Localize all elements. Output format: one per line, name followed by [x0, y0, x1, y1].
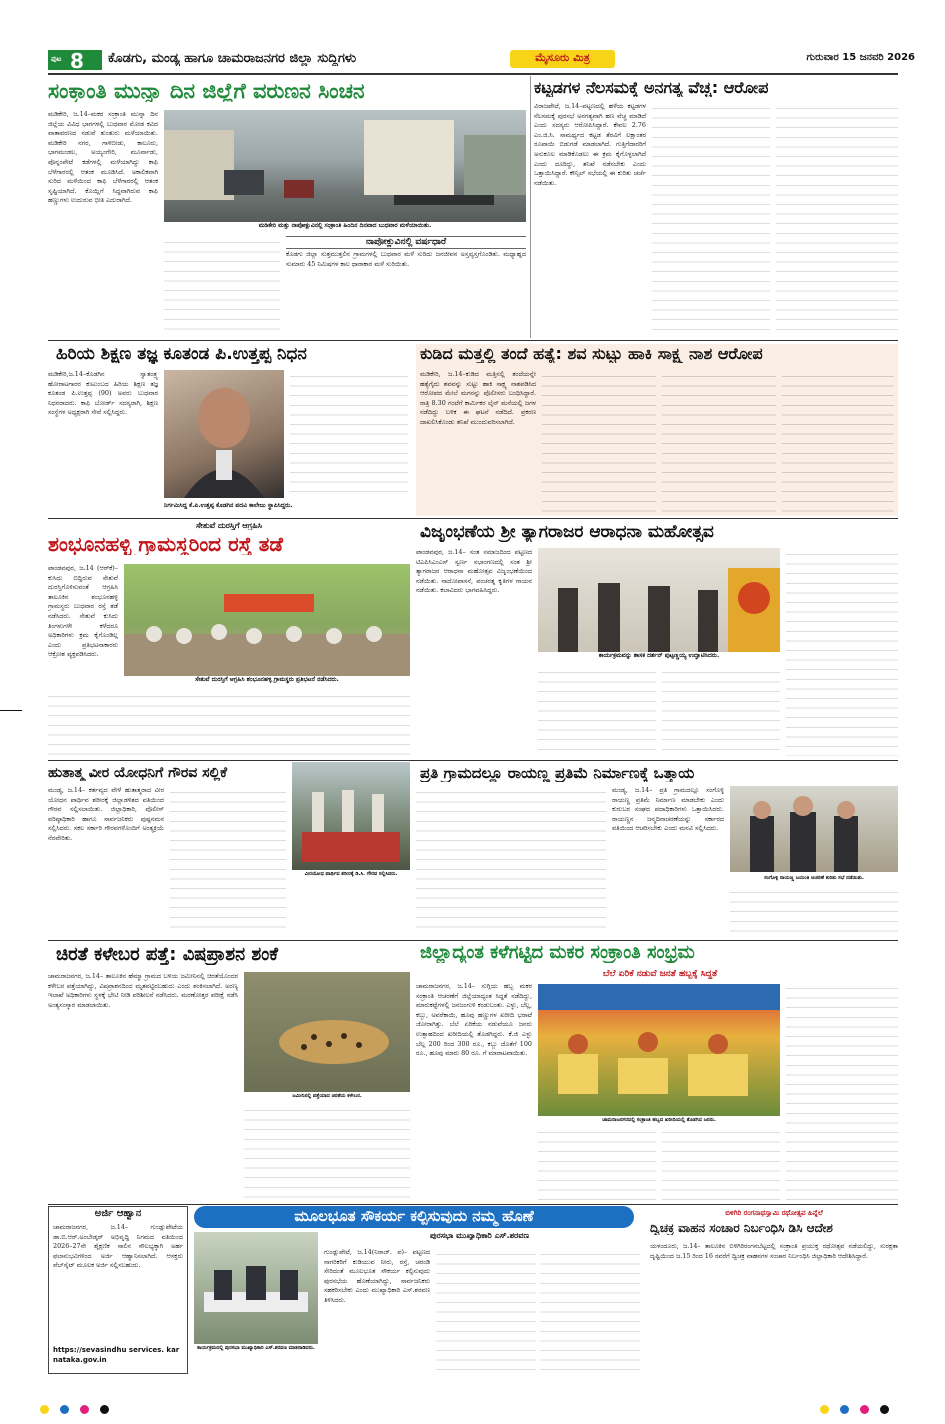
- article-leopard: [48, 942, 410, 1202]
- article-body-col2: [436, 1248, 536, 1372]
- row-rule: [48, 940, 898, 941]
- photo-caption: ಕಾರ್ಯಕ್ರಮದಲ್ಲಿ ಪುರಸಭಾ ಮುಖ್ಯಾಧಿಕಾರಿ ಎಸ್.ಶರವಣ ಮಾತನಾಡಿದರು.: [194, 1344, 318, 1352]
- article-vehicle-ban: [650, 1206, 898, 1374]
- byline: ಪುರಸಭಾ ಮುಖ್ಯಾಧಿಕಾರಿ ಎಸ್.ಶರವಣ: [430, 1232, 530, 1240]
- cmyk-dot: [80, 1405, 89, 1414]
- article-body-col3: [776, 102, 898, 336]
- row-rule: [48, 340, 898, 341]
- article-body-cont: [244, 1104, 410, 1200]
- article-title: ಚಿರತೆ ಕಳೇಬರ ಪತ್ತೆ: ವಿಷಪ್ರಾಶನ ಶಂಕೆ: [56, 946, 279, 965]
- masthead-logo: ಮೈಸೂರು ಮಿತ್ರ: [510, 50, 615, 68]
- article-soldier: [48, 762, 410, 938]
- article-body-col2: [538, 1126, 656, 1200]
- meeting-photo: [730, 786, 898, 872]
- photo-caption: ಸಂಗೊಳ್ಳಿ ರಾಯಣ್ಣ ಜಯಂತಿ ಆಚರಣೆ ಕುರಿತು ಸಭೆ ನಡೆಯಿತು.: [730, 874, 898, 882]
- article-application: [48, 1206, 188, 1374]
- article-body-col4: [782, 370, 894, 514]
- portrait-photo: [164, 370, 284, 498]
- photo-caption: ಸೇತುವೆ ದುರಸ್ತಿಗೆ ಆಗ್ರಹಿಸಿ ಶಂಭೂನಹಳ್ಳಿ ಗ್ರಾಮಸ್ಥರು ಪ್ರತಿಭಟನೆ ನಡೆಸಿದರು.: [124, 676, 410, 684]
- article-body-col2: [652, 102, 770, 336]
- article-body: ಮಂಡ್ಯ, ಜ.14– ಕರ್ತವ್ಯದ ವೇಳೆ ಹುತಾತ್ಮರಾದ ವೀರ ಯೋಧನ ಪಾರ್ಥಿವ ಶರೀರಕ್ಕೆ ಜಿಲ್ಲಾಡಳಿತದ ವತಿಯಿಂದ ಗೌರವ ಸಲ್ಲಿಸಲಾಯಿತು. ಜಿಲ್ಲಾಧಿಕಾರಿ, ಪೊಲೀಸ್ ವರಿಷ್ಠಾಧಿಕಾರಿ ಹಾಗೂ ಸಾರ್ವಜನಿಕರು ಪುಷ್ಪನಮನ ಸಲ್ಲಿಸಿದರು. ಸಕಲ ಸರ್ಕಾರಿ ಗೌರವಗಳೊಂದಿಗೆ ಅಂತ್ಯಕ್ರಿಯೆ ನೆರವೇರಿತು.: [48, 786, 164, 842]
- page-number: 8: [70, 49, 84, 73]
- article-title: ಕಟ್ಟಡಗಳ ನೆಲಸಮಕ್ಕೆ ಅನಗತ್ಯ ವೆಚ್ಚ: ಆರೋಪ: [534, 80, 769, 97]
- article-body-col2: [170, 786, 286, 936]
- article-body: ಚಾಮರಾಜನಗರ, ಜ.14– ತಾಲೂಕಿನ ಹೆಮ್ಮಾ ಗ್ರಾಮದ ಬಳಿಯ ಜಮೀನಿನಲ್ಲಿ ಚಿರತೆಯೊಂದರ ಕಳೇಬರ ಪತ್ತೆಯಾಗಿದ್ದು, ವಿಷಪ್ರಾಶನದಿಂದ ಮೃತಪಟ್ಟಿರಬಹುದು ಎಂದು ಶಂಕಿಸಲಾಗಿದೆ. ಅರಣ್ಯ ಇಲಾಖೆ ಅಧಿಕಾರಿಗಳು ಸ್ಥಳಕ್ಕೆ ಭೇಟಿ ನೀಡಿ ಪರಿಶೀಲನೆ ನಡೆಸಿದರು. ಮರಣೋತ್ತರ ಪರೀಕ್ಷೆ ನಡೆಸಿ ಅಂತ್ಯಸಂಸ್ಕಾರ ಮಾಡಲಾಯಿತು.: [48, 972, 238, 1009]
- sub-body: ಕೊಡಗು ಜಿಲ್ಲಾ ಸುತ್ತಮುತ್ತಲಿನ ಗ್ರಾಮಗಳಲ್ಲಿ ಬುಧವಾರ ಮಳೆ ಸುರಿದು ಜನಜೀವನ ಅಸ್ತವ್ಯಸ್ತಗೊಂಡಿತು. ಮಧ್ಯಾಹ್ನದ ಸುಮಾರು 45 ನಿಮಿಷಗಳ ಕಾಲ ಧಾರಾಕಾರ ಮಳೆ ಸುರಿಯಿತು.: [286, 250, 526, 268]
- protest-graphic: [124, 564, 410, 684]
- article-title: ದ್ವಿಚಕ್ರ ವಾಹನ ಸಂಚಾರ ನಿರ್ಬಂಧಿಸಿ ಡಿಸಿ ಆದೇಶ: [650, 1222, 833, 1235]
- market-graphic: [538, 984, 780, 1116]
- crop-mark: [0, 710, 22, 711]
- article-road-block: [48, 520, 410, 758]
- photo-caption: ನಿರ್ಗಮಿಸಿದ್ದ ಕೆ.ಪಿ.ಉತ್ತಪ್ಪ ಕೊಡಗಿನ ಪದವಿ ಕಾಲೇಜು ಸ್ಥಾಪಿಸಿದ್ದರು.: [164, 502, 408, 510]
- header-date: ಗುರುವಾರ 15 ಜನವರಿ 2026: [806, 53, 915, 63]
- article-title: ಸಂಕ್ರಾಂತಿ ಮುನ್ನಾ ದಿನ ಜಿಲ್ಲೆಗೆ ವರುಣನ ಸಿಂಚನ: [48, 80, 365, 103]
- page-label: ಪುಟ: [51, 55, 62, 63]
- cmyk-dot: [840, 1405, 849, 1414]
- article-body-col3: [662, 666, 780, 756]
- article-body-cont: [290, 370, 408, 498]
- article-murder: [416, 344, 898, 516]
- article-title: ಹಿರಿಯ ಶಿಕ್ಷಣ ತಜ್ಞ ಕೂತಂಡ ಪಿ.ಉತ್ತಪ್ಪ ನಿಧನ: [56, 346, 307, 364]
- meeting-graphic: [730, 786, 898, 872]
- article-sankranti: [416, 942, 898, 1202]
- article-body: ವಿರಾಜಪೇಟೆ, ಜ.14–ಪಟ್ಟಣದಲ್ಲಿ ಹಳೆಯ ಕಟ್ಟಡಗಳ ನೆಲಸಮಕ್ಕೆ ಪುರಸಭೆ ಅನಗತ್ಯವಾಗಿ ಹಣ ವೆಚ್ಚ ಮಾಡಿದೆ ಎಂದು ಸದಸ್ಯರು ಆರೋಪಿಸಿದ್ದಾರೆ. ಕೇವಲ 2.76 ಎಂ.ಜಿ.ಸಿ. ಸಾಮರ್ಥ್ಯದ ಕಟ್ಟಡ ತೆರವಿಗೆ ಲಕ್ಷಾಂತರ ರೂಪಾಯಿ ಬಿಡುಗಡೆ ಮಾಡಲಾಗಿದೆ. ಗುತ್ತಿಗೆದಾರರಿಗೆ ಅನುಕೂಲ ಮಾಡಿಕೊಡಲು ಈ ಕ್ರಮ ಕೈಗೊಳ್ಳಲಾಗಿದೆ ಎಂದು ದೂರಿದ್ದು, ತನಿಖೆ ನಡೆಸಬೇಕು ಎಂದು ಒತ್ತಾಯಿಸಿದ್ದಾರೆ. ಕೌನ್ಸಿಲ್ ಸಭೆಯಲ್ಲಿ ಈ ಕುರಿತು ಚರ್ಚೆ ನಡೆಯಿತು.: [534, 102, 646, 187]
- article-title: ಮೂಲಭೂತ ಸೌಕರ್ಯ ಕಲ್ಪಿಸುವುದು ನಮ್ಮ ಹೊಣೆ: [194, 1206, 634, 1228]
- header-rule: [48, 73, 898, 75]
- row-rule: [48, 760, 898, 761]
- cmyk-dot: [860, 1405, 869, 1414]
- article-title: ಶಂಭೂನಹಳ್ಳಿ ಗ್ರಾಮಸ್ಥರಿಂದ ರಸ್ತೆ ತಡೆ: [48, 534, 283, 555]
- row-rule: [48, 518, 898, 519]
- rain-photo: [164, 110, 526, 230]
- article-amenities: [194, 1206, 644, 1374]
- article-body: ಚಾಮರಾಜನಗರ, ಜ.14– ಸುಗ್ಗಿಯ ಹಬ್ಬ ಮಕರ ಸಂಕ್ರಾಂತಿ ಆಚರಣೆಗೆ ಜಿಲ್ಲೆಯಾದ್ಯಂತ ಸಿದ್ಧತೆ ನಡೆದಿದ್ದು, ಮಾರುಕಟ್ಟೆಗಳಲ್ಲಿ ಜನಜಂಗುಳಿ ಕಂಡುಬಂತು. ಎಳ್ಳು, ಬೆಲ್ಲ, ಕಬ್ಬು, ಅವರೆಕಾಯಿ, ಹೂವು ಹಣ್ಣುಗಳ ಖರೀದಿ ಭರಾಟೆ ಜೋರಾಗಿತ್ತು. ಬೆಲೆ ಏರಿಕೆಯ ನಡುವೆಯೂ ಜನರು ಉತ್ಸಾಹದಿಂದ ಖರೀದಿಯಲ್ಲಿ ತೊಡಗಿದ್ದರು. ಕೆ.ಜಿ ಎಳ್ಳು ಬೆಲ್ಲ 200 ರಿಂದ 300 ರೂ., ಕಬ್ಬು ಜೊತೆಗೆ 100 ರೂ., ಹೂವು ಮಾರು 80 ರೂ. ಗೆ ಮಾರಾಟವಾಯಿತು.: [416, 982, 532, 1058]
- article-body-col3: [730, 886, 898, 936]
- article-body-cont: [48, 690, 410, 756]
- photo-caption: ಮಡಿಕೇರಿ ಮತ್ತು ನಾಪೋಕ್ಲುವಿನಲ್ಲಿ ಸಂಕ್ರಾಂತಿ ಹಿಂದಿನ ದಿನವಾದ ಬುಧವಾರ ಮಳೆಯಾಯಿತು.: [164, 222, 526, 230]
- cmyk-dot: [880, 1405, 889, 1414]
- article-title: ಹುತಾತ್ಮ ವೀರ ಯೋಧನಿಗೆ ಗೌರವ ಸಲ್ಲಿಕೆ: [48, 766, 228, 781]
- kicker: ಬೆಲೆ ಏರಿಕೆ ನಡುವೆ ಜನತೆ ಹಬ್ಬಕ್ಕೆ ಸಿದ್ಧತೆ: [602, 970, 718, 979]
- photo-caption: ವೀರಯೋಧ ಪಾರ್ಥಿವ ಶರೀರಕ್ಕೆ ಡಿ.ಸಿ. ಗೌರವ ಸಲ್ಲಿಸಿದರು.: [292, 870, 410, 878]
- portrait-graphic: [164, 370, 284, 498]
- leopard-photo: [244, 972, 410, 1092]
- article-title: ಕುಡಿದ ಮತ್ತಲ್ಲಿ ತಂದೆ ಹತ್ಯೆ: ಶವ ಸುಟ್ಟು ಹಾಕಿ ಸಾಕ್ಷ್ಯ ನಾಶ ಆರೋಪ: [420, 346, 763, 363]
- article-body-col2: [538, 666, 656, 756]
- article-body: ಮಂಡ್ಯ, ಜ.14– ಪ್ರತಿ ಗ್ರಾಮದಲ್ಲೂ ಸಂಗೊಳ್ಳಿ ರಾಯಣ್ಣ ಪ್ರತಿಮೆ ನಿರ್ಮಾಣ ಮಾಡಬೇಕು ಎಂದು ಕುರುಬರ ಸಂಘದ ಪದಾಧಿಕಾರಿಗಳು ಒತ್ತಾಯಿಸಿದರು. ರಾಯಣ್ಣನ ಜನ್ಮದಿನಾಚರಣೆಯನ್ನು ಸರ್ಕಾರದ ವತಿಯಿಂದ ಆಚರಿಸಬೇಕು ಎಂದು ಮನವಿ ಸಲ್ಲಿಸಿದರು.: [612, 786, 724, 833]
- article-body-col3: [662, 1126, 780, 1200]
- article-title: ಅರ್ಜಿ ಆಹ್ವಾನ: [94, 1209, 142, 1219]
- article-body: ಮಡಿಕೇರಿ, ಜ.14–ಕುಡಿದ ಮತ್ತಿನಲ್ಲಿ ತಂದೆಯನ್ನೇ ಹತ್ಯೆಗೈದು ಶವವನ್ನು ಸುಟ್ಟು ಹಾಕಿ ಸಾಕ್ಷ್ಯ ನಾಶಪಡಿಸಿದ ಆರೋಪದ ಮೇಲೆ ಮಗನನ್ನು ಪೊಲೀಸರು ಬಂಧಿಸಿದ್ದಾರೆ. ರಾತ್ರಿ 8.30 ಗಂಟೆಗೆ ಕಾರ್ಮಿಕರ ಲೈನ್ ಮನೆಯಲ್ಲಿ ಜಗಳ ನಡೆದಿದ್ದು ಬಳಿಕ ಈ ಘಟನೆ ನಡೆದಿದೆ. ಪ್ರಕರಣ ದಾಖಲಿಸಿಕೊಂಡು ತನಿಖೆ ಮುಂದುವರಿಸಲಾಗಿದೆ.: [420, 370, 536, 426]
- page-number-box: [48, 49, 102, 73]
- rain-street-graphic: [164, 110, 526, 230]
- article-rayanna: [416, 762, 898, 938]
- leopard-graphic: [244, 972, 410, 1092]
- article-demolition: [534, 76, 898, 338]
- protest-photo: [124, 564, 410, 684]
- article-body-cont: [164, 236, 280, 334]
- article-body: ಗುಂಡ್ಲುಪೇಟೆ, ಜ.14(ನಿರಾಜ್. ಪ)– ಪಟ್ಟಣದ ನಾಗರಿಕರಿಗೆ ಕುಡಿಯುವ ನೀರು, ರಸ್ತೆ, ಚರಂಡಿ ಸೇರಿದಂತೆ ಮೂಲಭೂತ ಸೌಕರ್ಯ ಕಲ್ಪಿಸುವುದು ಪುರಸಭೆಯ ಹೊಣೆಯಾಗಿದ್ದು, ಸಾರ್ವಜನಿಕರು ಸಹಕರಿಸಬೇಕು ಎಂದು ಮುಖ್ಯಾಧಿಕಾರಿ ಎಸ್.ಶರವಣ ತಿಳಿಸಿದರು.: [324, 1248, 430, 1304]
- tribute-photo: [292, 762, 410, 874]
- article-title: ವಿಜೃಂಭಣೆಯ ಶ್ರೀ ತ್ಯಾಗರಾಜರ ಆರಾಧನಾ ಮಹೋತ್ಸವ: [420, 524, 714, 542]
- article-tyagaraja: [416, 520, 898, 758]
- event-graphic: [538, 548, 780, 660]
- cmyk-dot: [40, 1405, 49, 1414]
- event-photo: [538, 548, 780, 660]
- article-title: ಪ್ರತಿ ಗ್ರಾಮದಲ್ಲೂ ರಾಯಣ್ಣ ಪ್ರತಿಮೆ ನಿರ್ಮಾಣಕ್ಕೆ ಒತ್ತಾಯ: [420, 766, 695, 782]
- article-body-col3: [540, 1248, 640, 1372]
- photo-caption: ಚಾಮರಾಜನಗರದಲ್ಲಿ ಸಂಕ್ರಾಂತಿ ಹಬ್ಬದ ಖರೀದಿಯಲ್ಲಿ ತೊಡಗಿದ ಜನರು.: [538, 1116, 780, 1124]
- kicker: ಬಿಳಿಗಿರಿ ರಂಗನಾಥಸ್ವಾಮಿ ರಥೋತ್ಸವ ಹಿನ್ನೆಲೆ: [725, 1210, 823, 1217]
- official-graphic: [194, 1232, 318, 1344]
- official-photo: [194, 1232, 318, 1344]
- article-body-col2: [416, 786, 606, 936]
- article-title: ಜಿಲ್ಲಾದ್ಯಂತ ಕಳೆಗಟ್ಟಿದ ಮಕರ ಸಂಕ್ರಾಂತಿ ಸಂಭ್ರಮ: [420, 944, 695, 963]
- article-body: ಪಾಂಡವಪುರ, ಜ.14– ಸಂತ ಸಮಾಜದಿಂದ ಪಟ್ಟಣದ ಟಿಎಪಿಸಿಎಂಎಸ್ ಸ್ವರ್ಣ ಸಭಾಂಗಣದಲ್ಲಿ ಸಂತ ಶ್ರೀ ತ್ಯಾಗರಾಜರ ಆರಾಧನಾ ಮಹೋತ್ಸವ ವಿಜೃಂಭಣೆಯಿಂದ ನಡೆಯಿತು. ನಾದೋಪಾಸನೆ, ಪಂಚರತ್ನ ಕೃತಿಗಳ ಗಾಯನ ನಡೆಯಿತು. ಕಲಾವಿದರು ಭಾಗವಹಿಸಿದ್ದರು.: [416, 548, 532, 595]
- article-body: ಮಡಿಕೇರಿ, ಜ.14–ಮಕರ ಸಂಕ್ರಾಂತಿ ಮುನ್ನಾ ದಿನ ಜಿಲ್ಲೆಯ ವಿವಿಧ ಭಾಗಗಳಲ್ಲಿ ಬುಧವಾರ ಮೋಡ ಕವಿದ ವಾತಾವರಣದ ನಡುವೆ ತುಂತುರು ಮಳೆಯಾಯಿತು. ಮಡಿಕೇರಿ ನಗರ, ಗಾಳಿಬೀಡು, ಕಾಲೂರು, ಭಾಗಮಂಡಲ, ಅಯ್ಯಂಗೇರಿ, ಮೂರ್ನಾಡು, ಪೊನ್ನಂಪೇಟೆ ಕಡೆಗಳಲ್ಲಿ ಮಳೆಯಾಗಿದ್ದು ಕಾಫಿ ಬೆಳೆಗಾರರಲ್ಲಿ ಆತಂಕ ಮೂಡಿಸಿದೆ. ಅಕಾಲಿಕವಾಗಿ ಸುರಿದ ಮಳೆಯಿಂದ ಕಾಫಿ ಬೆಳೆಗಾರರಲ್ಲಿ ಆತಂಕ ಸೃಷ್ಟಿಯಾಗಿದೆ. ಕೊಯ್ಲಿಗೆ ಸಿದ್ಧವಾಗಿರುವ ಕಾಫಿ ಹಣ್ಣುಗಳು ಉದುರುವ ಭೀತಿ ಎದುರಾಗಿದೆ.: [48, 110, 158, 205]
- article-body: ಚಾಮರಾಜನಗರ, ಜ.14– ಗುಂಡ್ಲುಪೇಟೆಯ ಡಾ.ಬಿ.ಆರ್.ಅಂಬೇಡ್ಕರ್ ಅಭಿವೃದ್ಧಿ ನಿಗಮದ ವತಿಯಿಂದ 2026–27ನೇ ಶೈಕ್ಷಣಿಕ ಸಾಲಿನ ಸೌಲಭ್ಯಕ್ಕಾಗಿ ಅರ್ಹ ಫಲಾನುಭವಿಗಳಿಂದ ಅರ್ಜಿ ಆಹ್ವಾನಿಸಲಾಗಿದೆ. ಆಸಕ್ತರು ವೆಬ್‌ಸೈಟ್ ಮೂಲಕ ಅರ್ಜಿ ಸಲ್ಲಿಸಬಹುದು.: [53, 1223, 183, 1270]
- cmyk-dot: [60, 1405, 69, 1414]
- tribute-graphic: [292, 762, 410, 874]
- website-link[interactable]: https://sevasindhu services. karnataka.gov.in: [53, 1346, 180, 1364]
- article-body: ಯಳಂದೂರು, ಜ.14– ತಾಲೂಕಿನ ಬಿಳಿಗಿರಿರಂಗನಬೆಟ್ಟದಲ್ಲಿ ಸಂಕ್ರಾಂತಿ ಪ್ರಯುಕ್ತ ರಥೋತ್ಸವ ನಡೆಯಲಿದ್ದು, ಸುರಕ್ಷತಾ ದೃಷ್ಟಿಯಿಂದ ಜ.15 ರಿಂದ 16 ರವರೆಗೆ ದ್ವಿಚಕ್ರ ವಾಹನಗಳ ಸಂಚಾರ ನಿರ್ಬಂಧಿಸಿ ಜಿಲ್ಲಾಧಿಕಾರಿ ಆದೇಶಿಸಿದ್ದಾರೆ.: [650, 1242, 898, 1260]
- article-body-col4: [786, 548, 898, 756]
- article-rain: [48, 76, 528, 338]
- sub-title: ನಾಪೋಕ್ಲುವಿನಲ್ಲಿ ವರ್ಷಧಾರೆ: [286, 236, 526, 249]
- column-divider: [530, 76, 531, 338]
- article-body-col3: [662, 370, 776, 514]
- cmyk-dot: [100, 1405, 109, 1414]
- photo-caption: ಜಮೀನಿನಲ್ಲಿ ಪತ್ತೆಯಾದ ಚಿರತೆಯ ಕಳೇಬರ.: [244, 1092, 410, 1100]
- market-photo: [538, 984, 780, 1116]
- cmyk-dot: [820, 1405, 829, 1414]
- page-header: [0, 48, 945, 72]
- photo-caption: ಕಾರ್ಯಕ್ರಮವನ್ನು ಶಾಸಕ ದರ್ಶನ್ ಪುಟ್ಟಣ್ಣಯ್ಯ ಉದ್ಘಾಟಿಸಿದರು.: [538, 652, 780, 660]
- kicker: ಸೇತುವೆ ದುರಸ್ತಿಗೆ ಆಗ್ರಹಿಸಿ: [48, 522, 410, 530]
- article-body: ಮಡಿಕೇರಿ,ಜ.14–ಕೊಡಗಿನ ಸ್ವಾತಂತ್ರ್ಯ ಹೋರಾಟಗಾರರ ಕುಟುಂಬದ ಹಿರಿಯ ಶಿಕ್ಷಣ ತಜ್ಞ ಕೂತಂಡ ಪಿ.ಉತ್ತಪ್ಪ (90) ಅವರು ಬುಧವಾರ ನಿಧನರಾದರು. ಕಾಫಿ ಬೋರ್ಡ್ ಸದಸ್ಯರಾಗಿ, ಶಿಕ್ಷಣ ಸಂಸ್ಥೆಗಳ ಅಧ್ಯಕ್ಷರಾಗಿ ಸೇವೆ ಸಲ್ಲಿಸಿದ್ದರು.: [48, 370, 158, 417]
- section-title: ಕೊಡಗು, ಮಂಡ್ಯ ಹಾಗೂ ಚಾಮರಾಜನಗರ ಜಿಲ್ಲಾ ಸುದ್ದಿಗಳು: [108, 52, 357, 66]
- article-body-col2: [542, 370, 656, 514]
- article-obituary: [48, 344, 410, 516]
- row-rule: [48, 1204, 898, 1205]
- article-body: ಪಾಂಡವಪುರ, ಜ.14 (ಆರ್‌ಕೆ)– ಕುಸಿದು ಬಿದ್ದಿರುವ ಸೇತುವೆ ದುರಸ್ತಿಗೊಳಿಸುವಂತೆ ಆಗ್ರಹಿಸಿ ತಾಲೂಕಿನ ಶಂಭೂನಹಳ್ಳಿ ಗ್ರಾಮಸ್ಥರು ಬುಧವಾರ ರಸ್ತೆ ತಡೆ ನಡೆಸಿದರು. ಸೇತುವೆ ಕುಸಿದು ತಿಂಗಳುಗಳೇ ಕಳೆದರೂ ಅಧಿಕಾರಿಗಳು ಕ್ರಮ ಕೈಗೊಂಡಿಲ್ಲ ಎಂದು ಪ್ರತಿಭಟನಾಕಾರರು ಆಕ್ರೋಶ ವ್ಯಕ್ತಪಡಿಸಿದರು.: [48, 564, 118, 659]
- article-body-col4: [786, 982, 898, 1200]
